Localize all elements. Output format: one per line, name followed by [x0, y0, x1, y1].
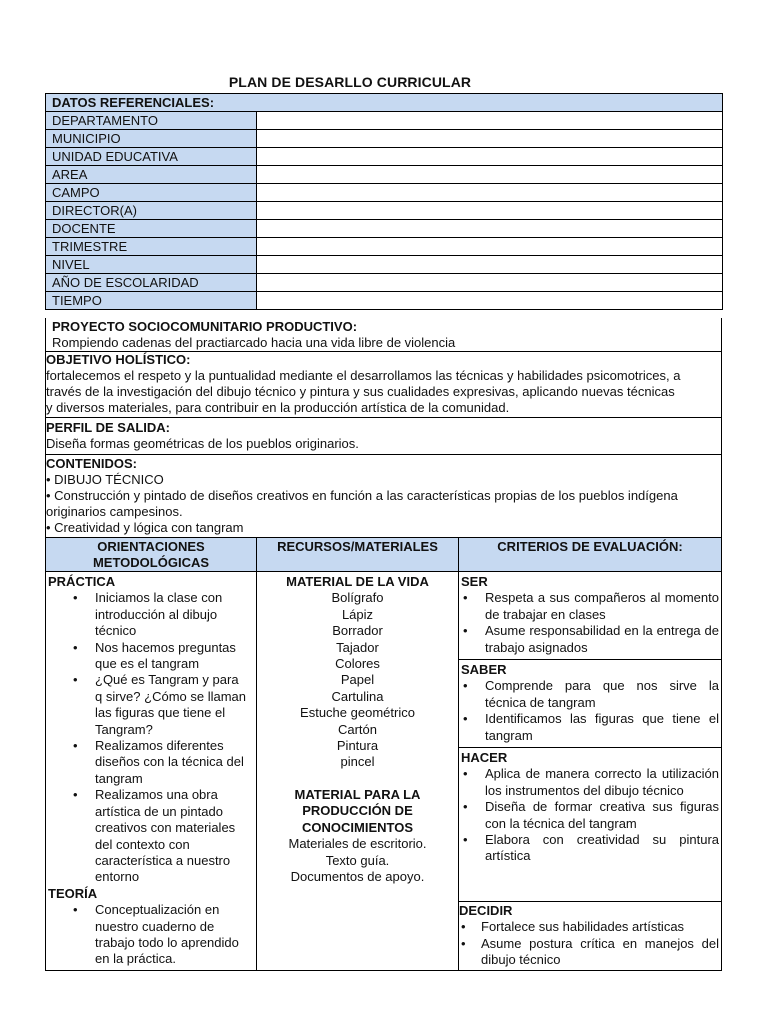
list-item: • Fortalece sus habilidades artísticas [459, 919, 719, 935]
contenidos-header: CONTENIDOS: [46, 456, 137, 471]
ref-label-docente: DOCENTE [46, 220, 257, 238]
list-item: pincel [340, 754, 375, 770]
list-item: Cartón [337, 721, 378, 737]
orientaciones-header: ORIENTACIONES METODOLÓGICAS [46, 538, 256, 572]
decidir-list [459, 919, 719, 968]
ref-label-escolaridad: AÑO DE ESCOLARIDAD [46, 274, 257, 292]
decidir-label: DECIDIR [459, 903, 513, 918]
datos-referenciales-table [45, 93, 723, 310]
saber-list [461, 678, 719, 744]
objetivo-line-1: fortalecemos el respeto y la puntualidad mediante el desarrollamos las técnicas y habilidades psicomotrices, a [46, 368, 681, 383]
contenidos-line-2: • Construcción y pintado de diseños creativos en función a las características propias de los pueblos indígena [46, 488, 678, 503]
objetivo-line-2: través de la investigación del dibujo técnico y pintura y sus cualidades expresivas, aplicando nuevas técnicas [46, 384, 675, 399]
list-item: Documentos de apoyo. [290, 868, 425, 884]
proyecto-section [45, 318, 722, 352]
contenidos-line-4: • Creatividad y lógica con tangram [46, 520, 244, 535]
proyecto-header: PROYECTO SOCIOCOMUNITARIO PRODUCTIVO: [52, 319, 358, 334]
list-item: Bolígrafo [331, 590, 384, 606]
list-item: • Iniciamos la clase con introducción al dibujo técnico [48, 590, 248, 639]
ref-value-trimestre[interactable] [257, 238, 723, 256]
ref-value-unidad-educativa[interactable] [257, 148, 723, 166]
list-item: • Realizamos una obra artística de un pintado creativos con materiales del contexto con característica a nuestro entorno [48, 787, 248, 885]
list-item: Texto guía. [325, 852, 390, 868]
teoria-list [48, 902, 248, 968]
list-item: • Diseña de formar creativa sus figuras con la técnica del tangram [461, 799, 719, 832]
list-item: • Conceptualización en nuestro cuaderno de trabajo todo lo aprendido en la práctica. [48, 902, 248, 968]
ref-label-trimestre: TRIMESTRE [46, 238, 257, 256]
practica-list [48, 590, 248, 885]
ref-label-tiempo: TIEMPO [46, 292, 257, 310]
list-item: Lápiz [341, 606, 374, 622]
decidir-section [459, 902, 721, 970]
hacer-label: HACER [461, 750, 508, 765]
ref-label-campo: CAMPO [46, 184, 257, 202]
objetivo-section [45, 352, 722, 418]
ref-value-area[interactable] [257, 166, 723, 184]
recursos-header: RECURSOS/MATERIALES [257, 538, 458, 572]
ref-label-director: DIRECTOR(A) [46, 202, 257, 220]
list-item: Estuche geométrico [300, 705, 415, 721]
list-item: Borrador [332, 623, 383, 639]
ref-label-departamento: DEPARTAMENTO [46, 112, 257, 130]
proyecto-text: Rompiendo cadenas del practiarcado hacia una vida libre de violencia [52, 335, 456, 350]
perfil-text: Diseña formas geométricas de los pueblos originarios. [46, 436, 359, 451]
list-item: Colores [335, 656, 380, 672]
criterios-column [459, 538, 721, 970]
ref-value-tiempo[interactable] [257, 292, 723, 310]
hacer-list [461, 766, 719, 864]
list-item: • Comprende para que nos sirve la técnica de tangram [461, 678, 719, 711]
practica-label: PRÁCTICA [48, 574, 116, 589]
list-item: • ¿Qué es Tangram y para q sirve? ¿Cómo se llaman las figuras que tiene el Tangram? [48, 672, 248, 738]
ref-value-municipio[interactable] [257, 130, 723, 148]
contenidos-line-3: originarios campesinos. [46, 504, 183, 519]
list-item: • Identificamos las figuras que tiene el tangram [461, 711, 719, 744]
page-title: PLAN DE DESARLLO CURRICULAR [228, 74, 472, 90]
contenidos-line-1: • DIBUJO TÉCNICO [46, 472, 164, 487]
ref-value-director[interactable] [257, 202, 723, 220]
saber-label: SABER [461, 662, 507, 677]
list-item: Materiales de escritorio. [288, 836, 427, 852]
recursos-body [257, 574, 458, 885]
ref-label-unidad-educativa: UNIDAD EDUCATIVA [46, 148, 257, 166]
ser-section [459, 572, 721, 660]
recursos-column [257, 538, 459, 970]
list-item: • Elabora con creatividad su pintura artística [461, 832, 719, 865]
list-item: Tajador [336, 639, 379, 655]
ref-label-municipio: MUNICIPIO [46, 130, 257, 148]
ref-label-area: AREA [46, 166, 257, 184]
list-item: • Asume postura crítica en manejos del dibujo técnico [459, 936, 719, 969]
material-produccion-label: MATERIAL PARA LA PRODUCCIÓN DE CONOCIMIENTOS [294, 786, 421, 835]
list-item: Pintura [336, 738, 379, 754]
list-item: • Aplica de manera correcto la utilización los instrumentos del dibujo técnico [461, 766, 719, 799]
orientaciones-body [48, 574, 248, 968]
ref-label-nivel: NIVEL [46, 256, 257, 274]
list-item: • Nos hacemos preguntas que es el tangram [48, 640, 248, 673]
objetivo-line-3: y diversos materiales, para contribuir en la producción artística de la comunidad. [46, 400, 510, 415]
list-item: Papel [340, 672, 375, 688]
material-vida-label: MATERIAL DE LA VIDA [286, 574, 429, 589]
list-item: Cartulina [331, 688, 384, 704]
planning-grid [45, 537, 722, 971]
contenidos-section [45, 455, 722, 538]
datos-header: DATOS REFERENCIALES: [46, 94, 723, 112]
list-item: • Respeta a sus compañeros al momento de trabajar en clases [461, 590, 719, 623]
orientaciones-column [46, 538, 257, 970]
hacer-section [459, 748, 721, 902]
perfil-section [45, 418, 722, 455]
ref-value-escolaridad[interactable] [257, 274, 723, 292]
ref-value-campo[interactable] [257, 184, 723, 202]
ref-value-departamento[interactable] [257, 112, 723, 130]
list-item: • Asume responsabilidad en la entrega de trabajo asignados [461, 623, 719, 656]
perfil-header: PERFIL DE SALIDA: [46, 420, 170, 435]
ser-label: SER [461, 574, 488, 589]
ref-value-nivel[interactable] [257, 256, 723, 274]
ref-value-docente[interactable] [257, 220, 723, 238]
criterios-header: CRITERIOS DE EVALUACIÓN: [459, 538, 721, 572]
ser-list [461, 590, 719, 656]
objetivo-header: OBJETIVO HOLÍSTICO: [46, 352, 191, 367]
teoria-label: TEORÍA [48, 885, 98, 901]
saber-section [459, 660, 721, 748]
list-item: • Realizamos diferentes diseños con la técnica del tangram [48, 738, 248, 787]
